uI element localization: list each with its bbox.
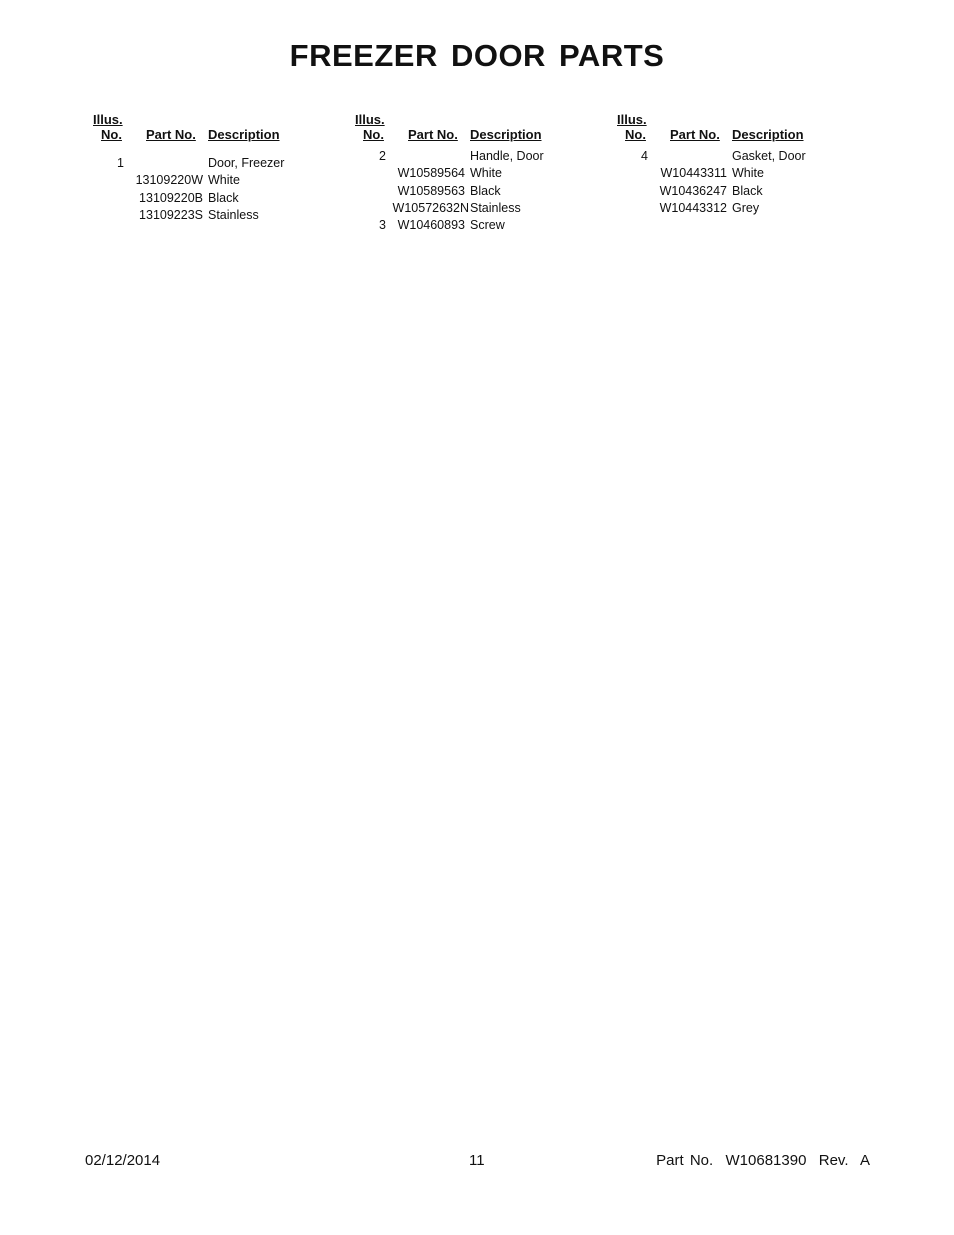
illus-no: 2 [379,149,386,163]
parts-list [90,156,320,225]
parts-row [90,156,320,173]
part-no: 13109220B [139,190,203,205]
parts-row [352,184,582,201]
illus-header-top: Illus. [355,112,385,127]
column-header [614,112,844,146]
parts-row [352,201,582,218]
parts-list [352,149,582,235]
illus-header-top: Illus. [617,112,647,127]
footer-page-number: 11 [469,1152,485,1169]
part-description: Grey [732,200,760,215]
footer-part-number: Part No. W10681390 Rev. A [656,1152,870,1169]
part-description: Gasket, Door [732,149,806,163]
part-no: W10589563 [397,183,465,198]
part-no-header: Part No. [670,127,720,142]
part-no-header: Part No. [146,127,196,142]
part-no: W10443312 [659,200,727,215]
parts-row [352,149,582,166]
parts-row [614,201,844,218]
part-description: Stainless [208,207,259,222]
part-description: White [208,173,240,188]
parts-row [352,218,582,235]
illus-header-top: Illus. [93,112,123,127]
part-description: Black [208,190,239,205]
parts-row [614,149,844,166]
column-header [352,112,582,146]
parts-row [614,166,844,183]
part-description: White [732,166,764,181]
description-header: Description [470,127,542,142]
part-no: W10436247 [659,183,727,198]
part-no: 13109220W [135,173,203,188]
part-no-header: Part No. [408,127,458,142]
part-description: Door, Freezer [208,156,285,170]
part-no: 13109223S [139,207,203,222]
part-no: W10460893 [397,218,465,233]
part-no: W10443311 [660,166,727,181]
part-no: W10572632N [392,200,469,215]
parts-column-3 [614,112,844,215]
illus-header-bottom: No. [625,127,646,142]
footer-date: 02/12/2014 [85,1152,161,1169]
part-description: Black [732,183,763,198]
part-description: Black [470,183,501,198]
parts-row [90,191,320,208]
page-title: FREEZER DOOR PARTS [289,38,665,73]
part-no: W10589564 [397,166,465,181]
part-description: White [470,166,502,181]
parts-row [90,208,320,225]
column-header [90,112,320,146]
illus-header-bottom: No. [101,127,122,142]
part-description: Screw [470,218,505,233]
parts-row [90,173,320,190]
part-description: Stainless [470,200,521,215]
parts-row [352,166,582,183]
parts-list [614,149,844,218]
parts-column-1 [90,112,320,222]
parts-row [614,184,844,201]
illus-no: 1 [117,156,124,170]
description-header: Description [208,127,280,142]
parts-column-2 [352,112,582,232]
part-description: Handle, Door [470,149,544,163]
illus-no: 4 [641,149,648,163]
description-header: Description [732,127,804,142]
illus-header-bottom: No. [363,127,384,142]
illus-no: 3 [379,218,386,233]
